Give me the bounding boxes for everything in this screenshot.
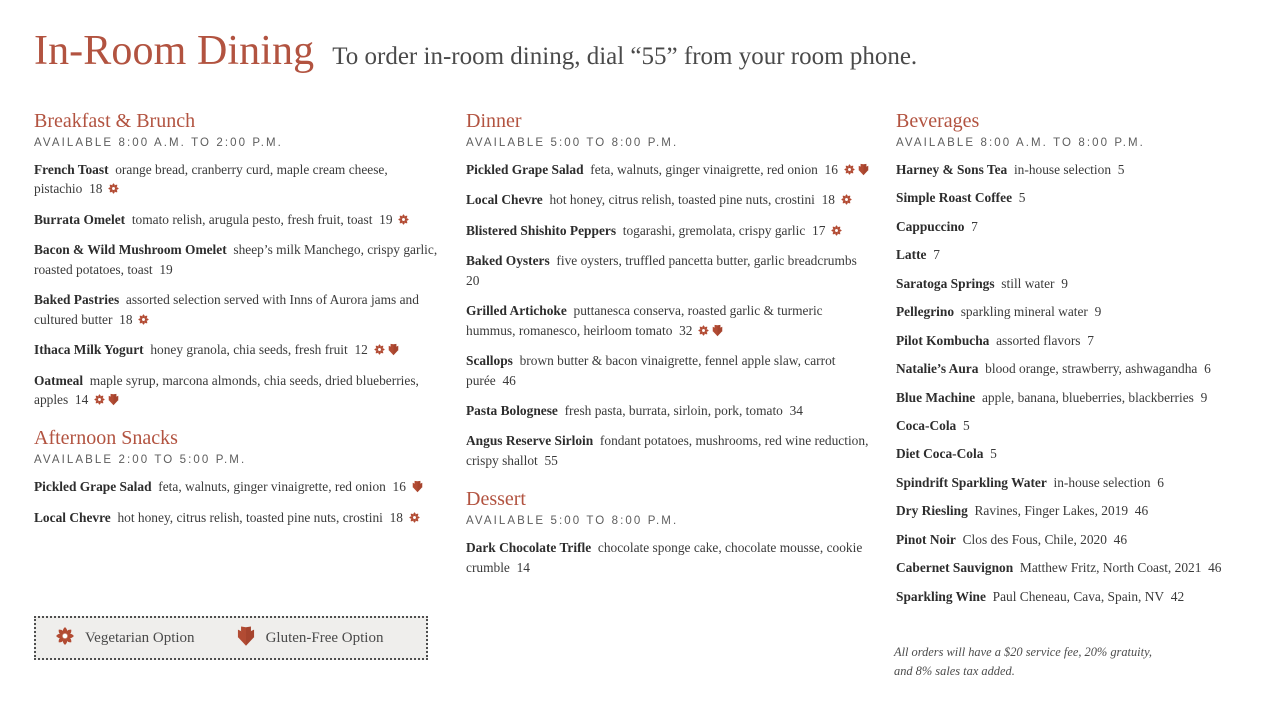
menu-item-price: 16 (392, 479, 406, 495)
footnote-line-1: All orders will have a $20 service fee, 20% gratuity, (894, 645, 1152, 659)
menu-item-price: 14 (516, 559, 530, 575)
menu-item-name: Pilot Kombucha (896, 332, 990, 348)
footnote (894, 643, 1224, 680)
menu-item-name: Sparkling Wine (896, 588, 986, 604)
menu-item-description: feta, walnuts, ginger vinaigrette, red onion (590, 162, 818, 177)
menu-item (896, 274, 1246, 293)
menu-item (896, 388, 1246, 407)
section-hours: AVAILABLE 2:00 TO 5:00 P.M. (34, 454, 247, 467)
gluten-free-icon (107, 393, 120, 406)
menu-item-price: 7 (1087, 332, 1094, 348)
menu-item (896, 416, 1246, 435)
menu-item-description: assorted flavors (996, 332, 1081, 348)
ordering-instructions: To order in-room dining, dial “55” from your room phone. (332, 43, 918, 70)
menu-item (896, 473, 1246, 492)
menu-item-description: assorted selection served with Inns of Aurora jams and cultured butter (34, 292, 419, 327)
menu-item (34, 160, 444, 199)
menu-item-name: Dark Chocolate Trifle (466, 540, 592, 556)
menu-item-description: brown butter & bacon vinaigrette, fennel apple slaw, carrot purée (466, 353, 836, 388)
menu-item-price: 34 (789, 402, 803, 418)
menu-item-description: hot honey, citrus relish, toasted pine nuts, crostini (117, 509, 383, 525)
vegetarian-icon (93, 393, 106, 406)
section-hours: AVAILABLE 8:00 A.M. TO 2:00 P.M. (34, 137, 283, 149)
column-left (34, 110, 466, 615)
menu-item-price: 46 (1113, 531, 1128, 547)
menu-item-description: orange bread, cranberry curd, maple cream cheese, pistachio (34, 162, 388, 197)
footnote-line-2: and 8% sales tax added. (894, 663, 1015, 678)
menu-item (466, 351, 874, 390)
menu-item-price: 19 (379, 211, 393, 227)
section-hours: AVAILABLE 8:00 A.M. TO 8:00 P.M. (896, 137, 1145, 149)
menu-item-description: five oysters, truffled pancetta butter, garlic breadcrumbs (556, 253, 857, 269)
vegetarian-icon (107, 182, 120, 195)
menu-item-price: 12 (354, 342, 368, 358)
menu-item (466, 401, 874, 420)
menu-item-price: 46 (502, 372, 516, 388)
menu-item-price: 5 (962, 417, 970, 433)
menu-item-description: maple syrup, marcona almonds, chia seeds, dried blueberries, apples (34, 372, 419, 407)
menu-item-name: Oatmeal (34, 372, 84, 388)
menu-item-price: 18 (821, 192, 835, 208)
menu-item-name: Natalie’s Aura (896, 361, 979, 377)
legend-entry (54, 625, 195, 652)
menu-item (896, 530, 1246, 549)
menu-item-description: Paul Cheneau, Cava, Spain, NV (992, 588, 1165, 604)
menu-item-price: 20 (466, 272, 480, 288)
menu-item-name: Pickled Grape Salad (34, 479, 152, 495)
menu-item-name: Dry Riesling (896, 503, 968, 519)
menu-item-description: fresh pasta, burrata, sirloin, pork, tomato (564, 402, 783, 418)
menu-item-name: Simple Roast Coffee (896, 190, 1013, 206)
menu-item (466, 251, 874, 290)
menu-item-description: feta, walnuts, ginger vinaigrette, red onion (158, 479, 386, 495)
menu-item-name: Grilled Artichoke (466, 303, 567, 319)
menu-item-name: Pasta Bolognese (466, 402, 558, 418)
menu-item (34, 340, 444, 359)
menu-item-price: 42 (1170, 588, 1185, 604)
menu-item-description: Clos des Fous, Chile, 2020 (962, 531, 1107, 547)
menu-columns (34, 110, 1246, 615)
menu-item-price: 9 (1094, 304, 1102, 320)
menu-item-description: honey granola, chia seeds, fresh fruit (150, 342, 348, 358)
menu-item-price: 9 (1061, 275, 1068, 291)
menu-item-description: puttanesca conserva, roasted garlic & turmeric hummus, romanesco, heirloom tomato (466, 303, 823, 338)
menu-item-name: Blistered Shishito Peppers (466, 222, 617, 238)
menu-item-description: fondant potatoes, mushrooms, red wine reduction, crispy shallot (466, 433, 869, 468)
menu-item (466, 221, 874, 240)
menu-item-description: sheep’s milk Manchego, crispy garlic, roasted potatoes, toast (34, 242, 438, 277)
section-hours: AVAILABLE 5:00 TO 8:00 P.M. (466, 137, 679, 149)
menu-section (896, 110, 1246, 606)
menu-item (34, 371, 444, 410)
menu-item-description: still water (1001, 275, 1055, 291)
menu-item (896, 444, 1246, 463)
gluten-free-icon (857, 163, 870, 176)
section-title: Beverages (896, 110, 980, 132)
menu-item (896, 245, 1246, 264)
menu-item-price: 32 (679, 322, 693, 338)
menu-item-name: French Toast (34, 162, 109, 177)
menu-item-price: 5 (1117, 162, 1125, 177)
menu-item (896, 331, 1246, 350)
menu-item (896, 558, 1246, 577)
menu-item (896, 188, 1246, 207)
menu-item-name: Pellegrino (896, 304, 955, 320)
menu-item-description: sparkling mineral water (960, 304, 1088, 320)
gluten-free-icon (235, 625, 257, 652)
vegetarian-icon (843, 163, 856, 176)
menu-item-description: togarashi, gremolata, crispy garlic (622, 222, 806, 238)
menu-item-name: Cabernet Sauvignon (896, 560, 1014, 576)
menu-item (34, 477, 444, 496)
vegetarian-icon (408, 511, 421, 524)
menu-item-name: Local Chevre (466, 192, 543, 208)
menu-item-price: 7 (971, 218, 978, 234)
menu-item-price: 46 (1134, 503, 1149, 519)
menu-item-name: Pinot Noir (896, 531, 956, 547)
menu-item-name: Cappuccino (896, 218, 965, 234)
menu-item-description: Ravines, Finger Lakes, 2019 (974, 503, 1129, 519)
menu-item-name: Bacon & Wild Mushroom Omelet (34, 242, 227, 258)
menu-item-name: Spindrift Sparkling Water (896, 474, 1047, 490)
column-middle (466, 110, 896, 615)
menu-item (896, 501, 1246, 520)
menu-item (34, 210, 444, 229)
menu-item-description: in-house selection (1013, 162, 1112, 177)
gluten-free-icon (387, 343, 400, 356)
menu-item-name: Local Chevre (34, 509, 111, 525)
section-title: Afternoon Snacks (34, 427, 178, 450)
menu-item-price: 14 (74, 391, 89, 407)
section-title: Dinner (466, 110, 522, 132)
menu-item-name: Scallops (466, 353, 513, 369)
menu-item-price: 19 (159, 261, 173, 277)
menu-item-price: 7 (933, 247, 940, 263)
menu-section (466, 110, 874, 470)
menu-item-description: blood orange, strawberry, ashwagandha (985, 361, 1198, 377)
menu-item-name: Blue Machine (896, 389, 976, 405)
menu-item-description: tomato relish, arugula pesto, fresh fruit, toast (131, 211, 373, 227)
menu-item (466, 431, 874, 470)
menu-item-price: 6 (1204, 361, 1211, 377)
menu-section (34, 427, 444, 527)
menu-item (34, 290, 444, 329)
menu-item (466, 190, 874, 209)
vegetarian-icon (54, 625, 76, 652)
menu-item-price: 46 (1208, 560, 1222, 576)
section-hours: AVAILABLE 5:00 TO 8:00 P.M. (466, 515, 679, 528)
menu-item-name: Saratoga Springs (896, 275, 995, 291)
menu-section (466, 488, 874, 577)
menu-item-description: in-house selection (1053, 474, 1151, 490)
page-title: In-Room Dining (34, 28, 315, 74)
section-title: Dessert (466, 488, 526, 511)
menu-item-description: Matthew Fritz, North Coast, 2021 (1019, 560, 1202, 576)
menu-item-price: 18 (389, 509, 403, 525)
menu-item-name: Pickled Grape Salad (466, 162, 584, 177)
menu-item (896, 302, 1246, 321)
menu-item-price: 6 (1157, 474, 1164, 490)
menu-item-name: Ithaca Milk Yogurt (34, 342, 144, 358)
menu-item (466, 301, 874, 340)
menu-item-name: Baked Oysters (466, 253, 550, 269)
menu-item (34, 240, 444, 279)
menu-section (34, 110, 444, 409)
menu-item-name: Latte (896, 247, 927, 263)
menu-item-name: Harney & Sons Tea (896, 162, 1008, 177)
diet-legend (34, 616, 428, 660)
vegetarian-icon (697, 324, 710, 337)
vegetarian-icon (373, 343, 386, 356)
column-right (896, 110, 1246, 615)
vegetarian-icon (137, 313, 150, 326)
menu-item-description: apple, banana, blueberries, blackberries (981, 389, 1194, 405)
menu-item-description: hot honey, citrus relish, toasted pine nuts, crostini (549, 192, 815, 208)
menu-item-price: 17 (812, 222, 826, 238)
menu-item-name: Coca-Cola (896, 417, 957, 433)
gluten-free-icon (411, 480, 424, 493)
menu-item-description: chocolate sponge cake, chocolate mousse, cookie crumble (466, 540, 863, 575)
menu-item-price: 5 (1018, 190, 1026, 206)
menu-item-price: 18 (89, 181, 103, 197)
legend-entry (235, 625, 384, 652)
menu-item (896, 160, 1246, 179)
vegetarian-icon (840, 193, 853, 206)
menu-item-name: Baked Pastries (34, 292, 120, 308)
menu-item-price: 16 (824, 162, 838, 177)
vegetarian-icon (830, 224, 843, 237)
section-title: Breakfast & Brunch (34, 110, 196, 132)
vegetarian-icon (397, 213, 410, 226)
menu-item-price: 5 (990, 446, 997, 462)
legend-label: Gluten-Free Option (265, 629, 384, 646)
menu-item-price: 18 (119, 311, 133, 327)
gluten-free-icon (711, 324, 724, 337)
menu-item (34, 508, 444, 527)
menu-item (466, 160, 874, 179)
menu-item (896, 359, 1246, 378)
menu-item-name: Burrata Omelet (34, 211, 126, 227)
legend-label: Vegetarian Option (85, 629, 195, 646)
menu-item-name: Diet Coca-Cola (896, 446, 984, 462)
menu-item-price: 9 (1200, 389, 1208, 405)
menu-item-price: 55 (544, 452, 558, 468)
menu-item (896, 217, 1246, 236)
menu-item (466, 538, 874, 577)
menu-item-name: Angus Reserve Sirloin (466, 433, 594, 449)
menu-item (896, 587, 1246, 606)
masthead (34, 30, 1246, 94)
